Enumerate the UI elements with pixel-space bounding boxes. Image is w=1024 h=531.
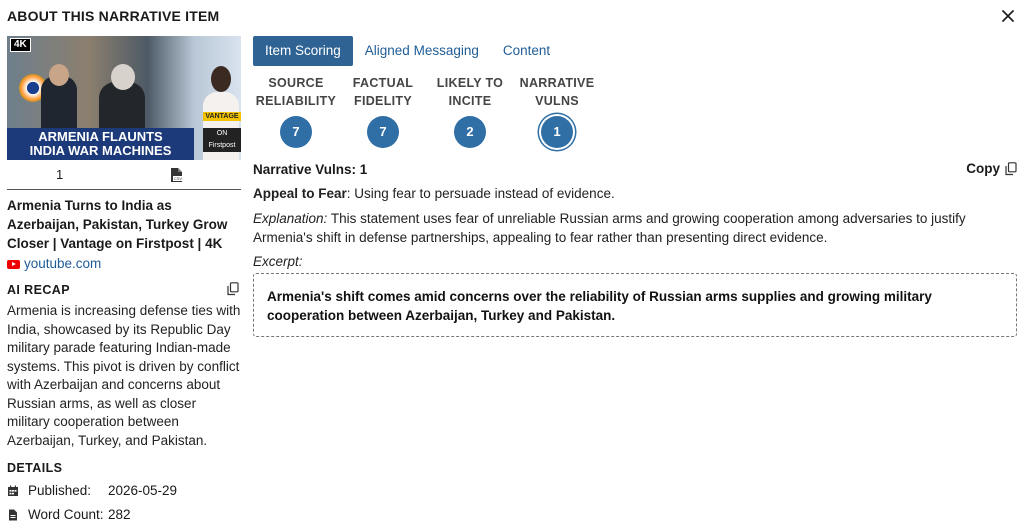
article-title: Armenia Turns to India as Azerbaijan, Pakistan, Turkey Grow Closer | Vantage on Firstpost | 4K [7,198,228,251]
score-badge[interactable]: 2 [454,116,486,148]
score-likely-to-incite [427,74,513,148]
ai-recap-label: AI RECAP [7,283,70,297]
figure-right-head [211,66,231,92]
firstpost-brand: Firstpost [208,142,236,149]
close-button[interactable] [999,7,1017,25]
score-label-line: VULNS [535,94,579,108]
tab-content[interactable]: Content [502,43,551,58]
vantage-tag: VANTAGE [203,112,241,121]
published-label: Published: [28,483,92,498]
firstpost-on: ON [216,130,228,137]
vuln-title: Narrative Vulns: 1 [253,162,368,177]
word-count-value: 282 [108,507,131,522]
details-heading: DETAILS [7,461,63,475]
score-label [514,74,600,110]
score-label [253,74,339,110]
score-badge[interactable]: 7 [280,116,312,148]
detail-word-count [7,506,241,524]
firstpost-tag [203,128,241,152]
score-label [340,74,426,110]
score-label-line: NARRATIVE [519,76,595,90]
vuln-explanation [253,209,1017,247]
score-row [253,74,601,148]
panel-header [7,6,1017,26]
video-thumbnail[interactable] [7,36,241,160]
csv-download-icon[interactable] [170,167,184,183]
detail-tabs [253,36,564,66]
vuln-description: : Using fear to persuade instead of evidence. [346,186,615,201]
thumbnail-headline [7,128,194,160]
panel-title: ABOUT THIS NARRATIVE ITEM [7,8,220,24]
tab-item-scoring[interactable]: Item Scoring [253,36,353,66]
item-summary [7,36,241,524]
source-link[interactable] [7,255,241,273]
source-domain[interactable]: youtube.com [24,256,102,271]
score-label-line: SOURCE [268,76,324,90]
document-icon [7,509,19,521]
excerpt-label: Excerpt: [253,254,303,269]
calendar-icon [7,485,19,497]
headline-line-2: INDIA WAR MACHINES [29,143,172,158]
excerpt-box: Armenia's shift comes amid concerns over the reliability of Russian arms supplies and growing military cooperation between Azerbaijan, Turkey and Pakistan. [253,273,1017,337]
figure-left-head [49,64,69,86]
score-badge-selected[interactable]: 1 [541,116,573,148]
score-label-line: FACTUAL [352,76,414,90]
copy-button[interactable] [966,161,1017,176]
youtube-icon [7,260,20,269]
score-label-line: RELIABILITY [255,94,337,108]
score-label-line: INCITE [448,94,492,108]
score-badge[interactable]: 7 [367,116,399,148]
score-narrative-vulns [514,74,600,148]
svg-text:CSV: CSV [173,176,183,181]
media-count: 1 [56,167,64,182]
close-icon[interactable] [999,7,1017,25]
score-label-line: FIDELITY [354,94,412,108]
score-label [427,74,513,110]
vuln-definition [253,184,1017,203]
copy-label[interactable]: Copy [966,161,1000,176]
score-factual-fidelity [340,74,426,148]
figure-center-head [111,64,135,90]
ai-recap-text: Armenia is increasing defense ties with India, showcased by its Republic Day military parade featuring Indian-made systems. This pivot is driven by conflict with Azerbaijan and concerns about Russian arms, as well as closer military cooperation between Azerbaijan, Turkey, and Pakistan. [7,303,241,448]
published-value: 2026-05-29 [108,483,178,498]
tab-aligned-messaging[interactable]: Aligned Messaging [364,43,479,58]
vuln-header [253,161,1017,179]
explanation-text: This statement uses fear of unreliable Russian arms and growing cooperation among adversaries to justify Armenia's shift in defense partnerships, appealing to fear rather than presenting direct evidence. [253,211,966,245]
detail-published [7,482,241,500]
explanation-label: Explanation: [253,211,328,226]
score-label-line: LIKELY TO [436,76,504,90]
thumbnail-meta [7,160,241,190]
copy-icon[interactable] [1005,162,1017,176]
vuln-name: Appeal to Fear [253,186,347,201]
word-count-label: Word Count: [28,507,104,522]
score-source-reliability [253,74,339,148]
headline-line-1: ARMENIA FLAUNTS [38,129,163,144]
copy-recap-icon[interactable] [227,282,239,296]
ai-recap-heading [7,282,241,298]
resolution-badge: 4K [10,38,31,52]
excerpt-label-row [253,252,1017,271]
